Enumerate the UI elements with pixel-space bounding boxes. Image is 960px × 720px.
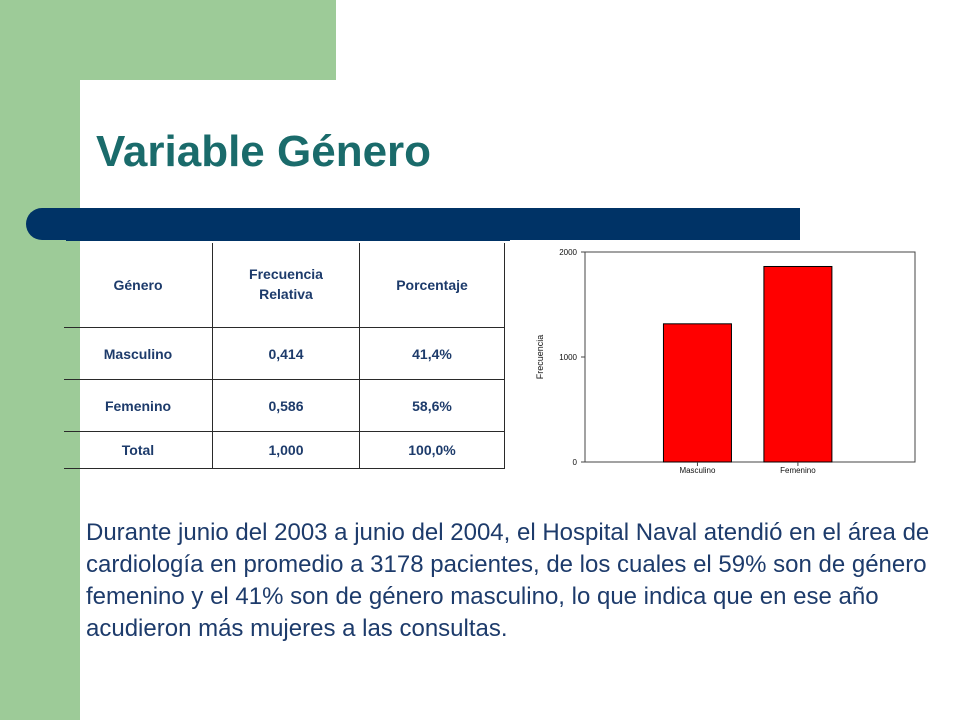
title-underline-bar bbox=[26, 208, 800, 240]
total-label: Total bbox=[64, 432, 213, 469]
table-row bbox=[64, 380, 505, 432]
bar-femenino bbox=[764, 266, 832, 462]
total-porcentaje: 100,0% bbox=[360, 432, 505, 469]
description-paragraph: Durante junio del 2003 a junio del 2004, el Hospital Naval atendió en el área de cardiología en promedio a 3178 pacientes, de los cuales el 59% son de género femenino y el 41% son de género masculino, lo que indica que en ese año acudieron más mujeres a las consultas. bbox=[86, 519, 930, 642]
header-porcentaje: Porcentaje bbox=[360, 243, 505, 328]
header-frecuencia-relativa bbox=[213, 243, 360, 328]
y-tick-label: 2000 bbox=[559, 248, 577, 257]
header-genero: Género bbox=[64, 243, 213, 328]
header-frecuencia-relativa-label: Frecuencia Relativa bbox=[249, 266, 323, 302]
cell-porcentaje: 58,6% bbox=[360, 380, 505, 432]
cell-genero: Femenino bbox=[64, 380, 213, 432]
y-tick-label: 1000 bbox=[559, 353, 577, 362]
table-header-row bbox=[64, 243, 505, 328]
x-tick-label: Femenino bbox=[780, 466, 816, 475]
slide-title: Variable Género bbox=[96, 127, 432, 176]
x-tick-label: Masculino bbox=[679, 466, 716, 475]
bar-masculino bbox=[663, 324, 731, 462]
cell-genero: Masculino bbox=[64, 328, 213, 380]
plot-frame bbox=[585, 252, 915, 462]
table-total-row bbox=[64, 432, 505, 469]
total-frecuencia: 1,000 bbox=[213, 432, 360, 469]
cell-frecuencia: 0,586 bbox=[213, 380, 360, 432]
gender-bar-chart bbox=[530, 240, 930, 480]
cell-porcentaje: 41,4% bbox=[360, 328, 505, 380]
table-row bbox=[64, 328, 505, 380]
table-top-rule bbox=[66, 238, 510, 241]
y-axis-label: Frecuencia bbox=[535, 334, 545, 380]
cell-frecuencia: 0,414 bbox=[213, 328, 360, 380]
y-tick-label: 0 bbox=[572, 458, 577, 467]
green-top-band bbox=[0, 0, 336, 80]
frequency-table bbox=[64, 243, 505, 469]
